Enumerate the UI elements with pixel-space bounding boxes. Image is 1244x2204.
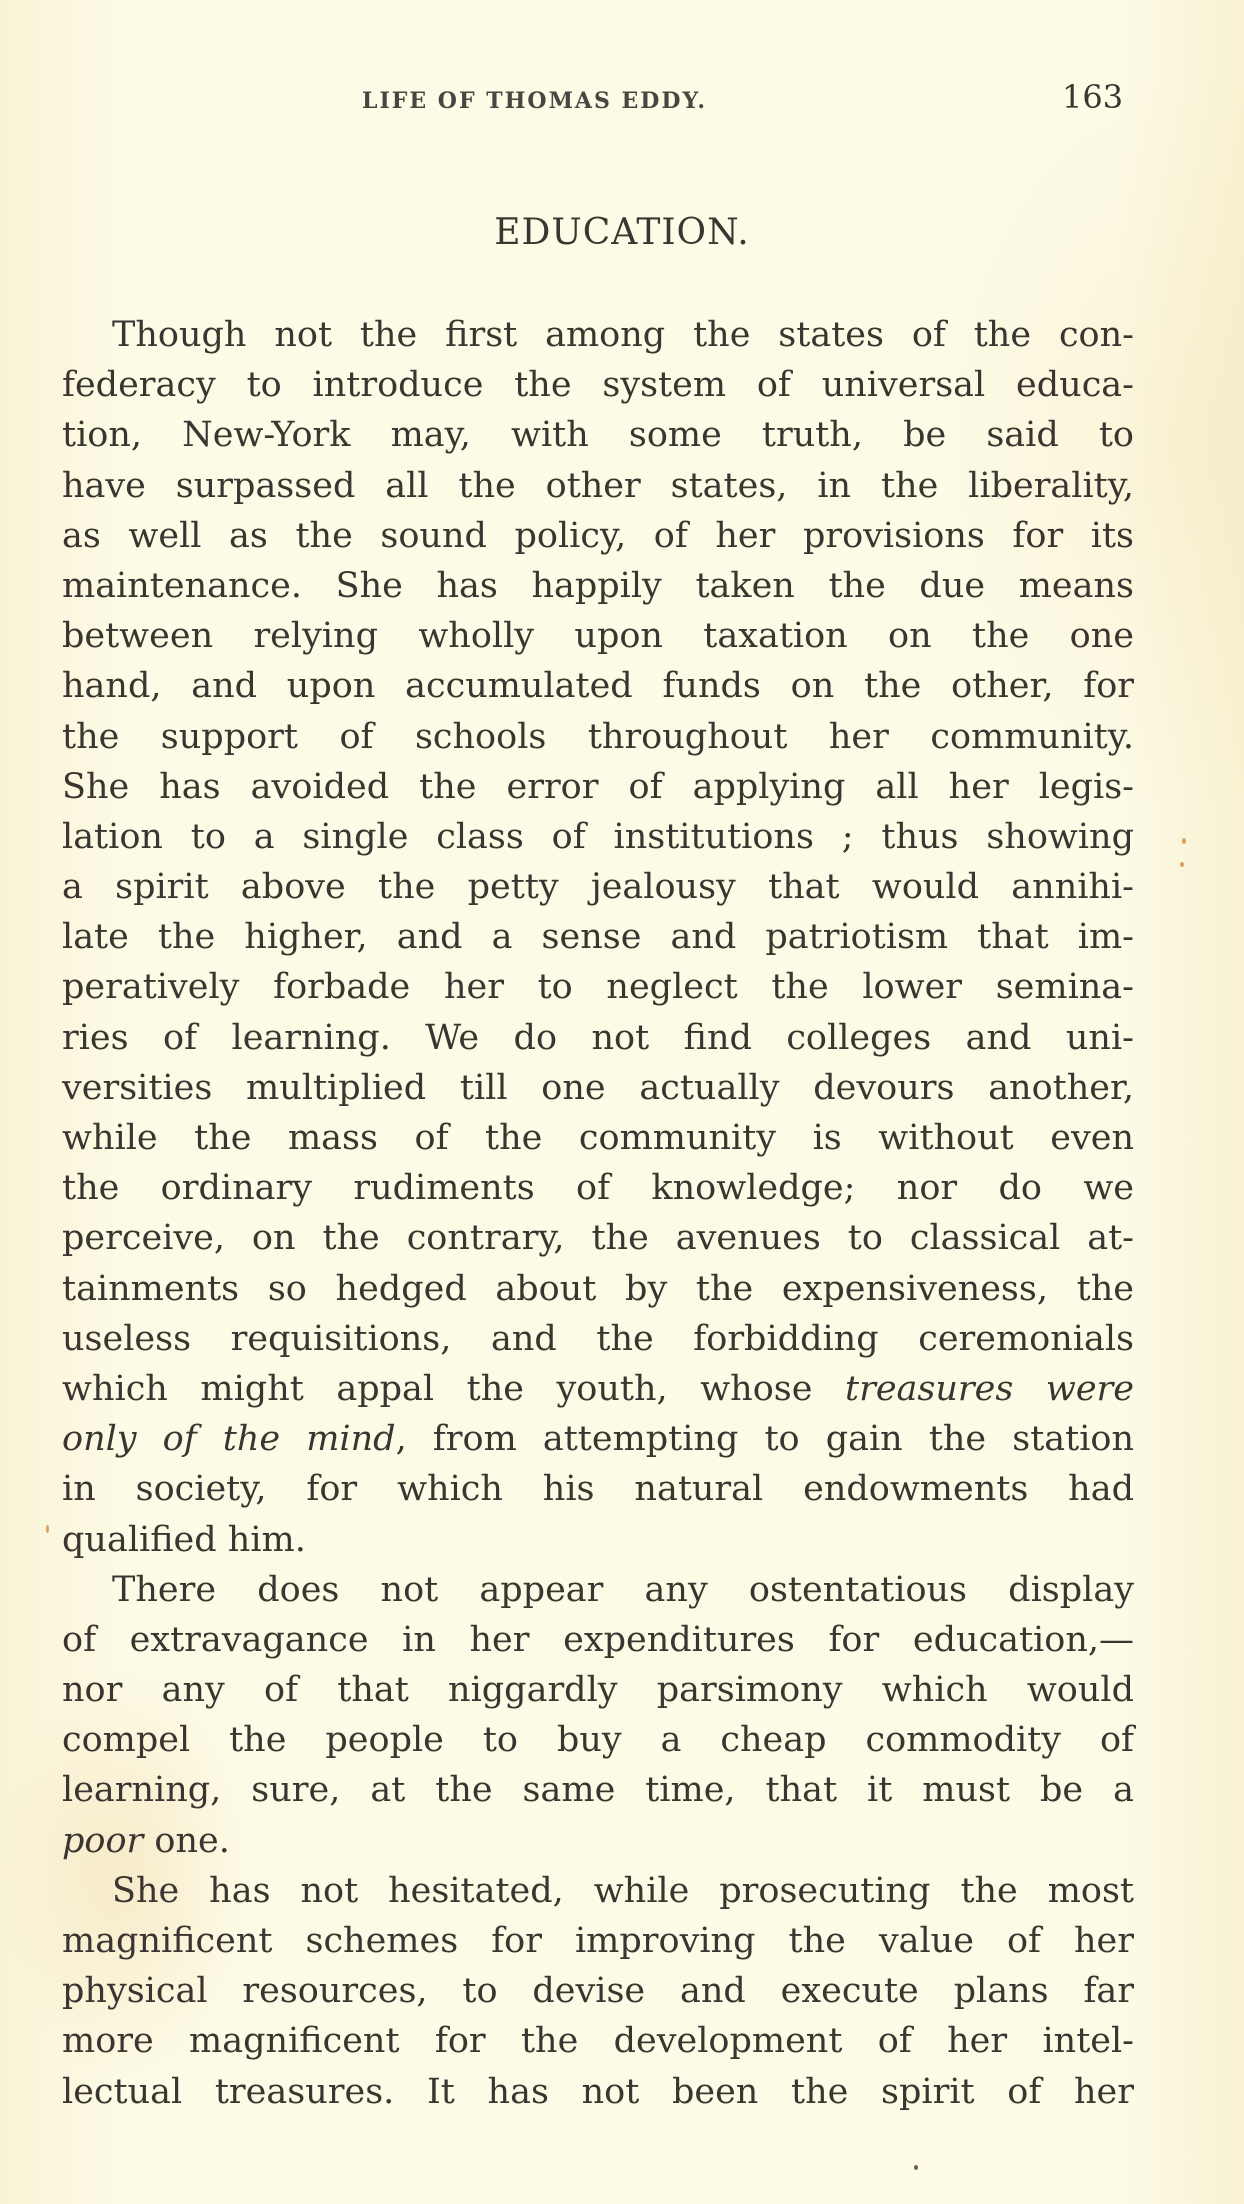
text-line: There does not appear any ostentatious display	[112, 1569, 1134, 1610]
text-line: while the mass of the community is without even	[62, 1118, 1134, 1158]
text-line: poor one.	[62, 1820, 230, 1861]
section-title: EDUCATION.	[494, 212, 750, 253]
text-line: ries of learning. We do not find colleges and uni-	[62, 1017, 1134, 1058]
text-line: nor any of that niggardly parsimony which would	[62, 1670, 1134, 1711]
text-line: learning, sure, at the same time, that it must be a	[62, 1770, 1134, 1811]
text-line: useless requisitions, and the forbidding ceremonials	[62, 1318, 1134, 1359]
text-line: She has avoided the error of applying all her legis-	[62, 766, 1134, 807]
text-line: qualified him.	[62, 1519, 306, 1560]
ink-speck	[46, 1525, 49, 1533]
ink-speck	[1182, 838, 1186, 844]
text-line: tion, New-York may, with some truth, be said to	[62, 415, 1134, 456]
text-line: physical resources, to devise and execute plans far	[62, 1971, 1134, 2012]
italic-phrase: treasures were	[845, 1368, 1134, 1409]
text-line: tainments so hedged about by the expensiveness, the	[62, 1268, 1134, 1309]
text-line: a spirit above the petty jealousy that would annihi-	[62, 867, 1134, 908]
text-line: compel the people to buy a cheap commodity of	[62, 1720, 1134, 1761]
ink-speck	[914, 2165, 918, 2170]
italic-word: poor	[62, 1820, 144, 1861]
text-line: versities multiplied till one actually devours another,	[62, 1067, 1134, 1108]
running-head: LIFE OF THOMAS EDDY.	[362, 88, 707, 114]
italic-phrase: only of the mind	[62, 1419, 396, 1460]
text-line: the ordinary rudiments of knowledge; nor do we	[62, 1168, 1134, 1209]
text-line: between relying wholly upon taxation on the one	[62, 616, 1134, 657]
ink-speck	[1180, 862, 1184, 867]
text-line: perceive, on the contrary, the avenues to classical at-	[62, 1218, 1134, 1259]
text-line: maintenance. She has happily taken the due means	[62, 565, 1134, 606]
text-line: lectual treasures. It has not been the spirit of her	[62, 2071, 1134, 2112]
text-line: which might appal the youth, whose treasures were	[62, 1368, 1134, 1409]
text-line: federacy to introduce the system of universal educa-	[62, 365, 1134, 406]
text-line: more magnificent for the development of her intel-	[62, 2021, 1134, 2062]
body-text	[62, 310, 1134, 2117]
page-number: 163	[1062, 78, 1124, 116]
text-line: magnificent schemes for improving the value of her	[62, 1921, 1134, 1961]
text-line: have surpassed all the other states, in the liberality,	[62, 465, 1134, 506]
text-line: of extravagance in her expenditures for education,—	[62, 1619, 1134, 1660]
text-line: Though not the first among the states of the con-	[112, 315, 1134, 355]
text-line: She has not hesitated, while prosecuting the most	[112, 1870, 1134, 1911]
text-line: lation to a single class of institutions ; thus showing	[62, 816, 1134, 857]
text-line: late the higher, and a sense and patriotism that im-	[62, 917, 1134, 958]
text-line: hand, and upon accumulated funds on the other, for	[62, 666, 1134, 707]
text-line: the support of schools throughout her community.	[62, 716, 1134, 757]
text-line: only of the mind, from attempting to gain the station	[62, 1419, 1135, 1460]
text-line: as well as the sound policy, of her provisions for its	[62, 515, 1134, 556]
text-line: in society, for which his natural endowments had	[62, 1469, 1134, 1510]
text-line: peratively forbade her to neglect the lower semina-	[62, 967, 1134, 1008]
